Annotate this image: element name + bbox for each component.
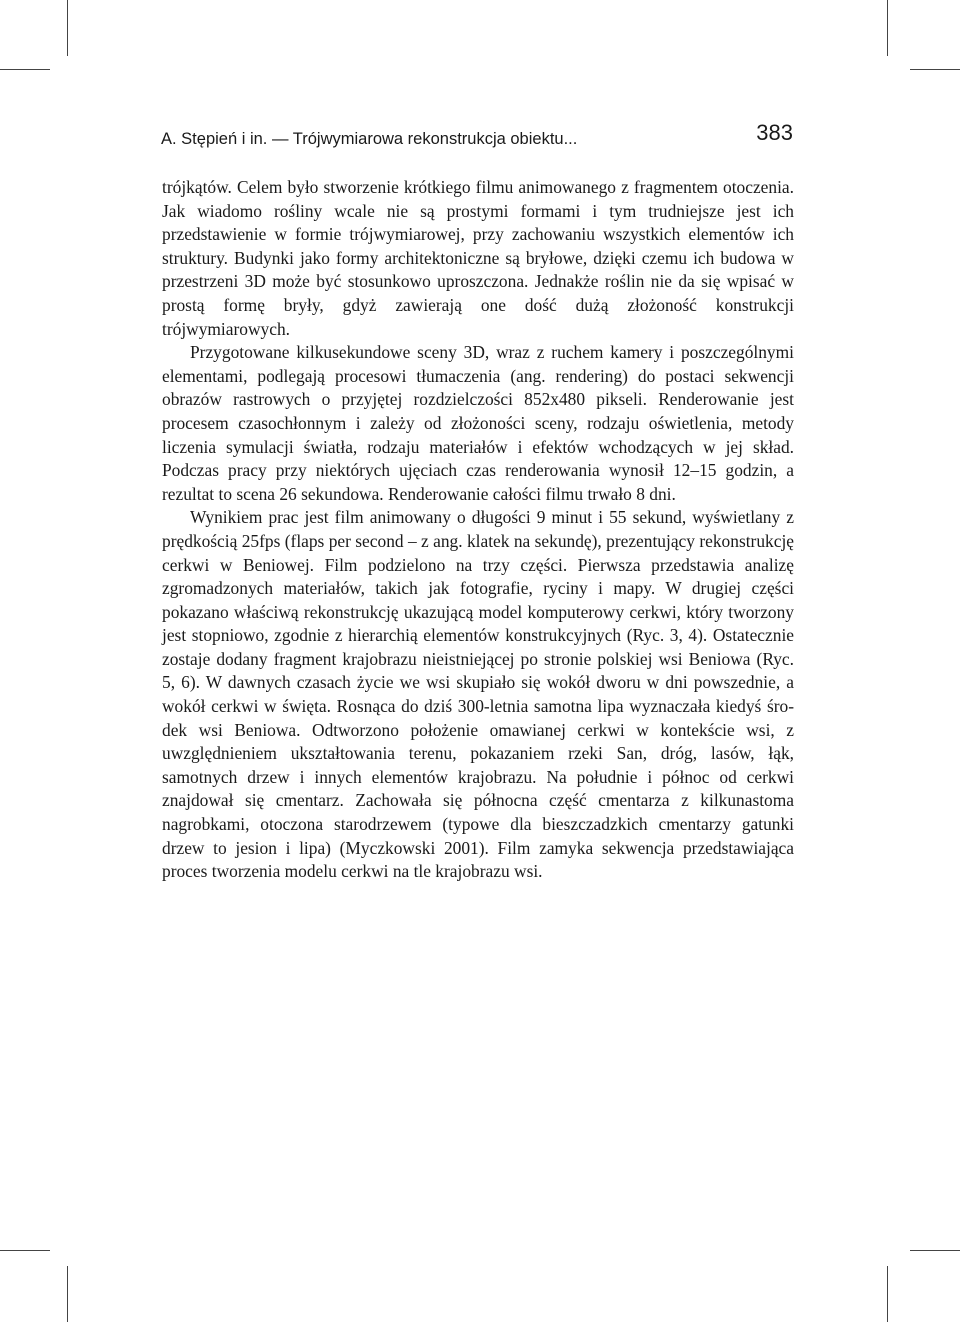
crop-mark-top-right [887,0,888,56]
crop-mark-bottom-right [887,1266,888,1322]
page-header [161,120,793,160]
crop-mark-bottom-left-horizontal [0,1250,50,1251]
body-text [162,176,794,884]
paragraph: Wynikiem prac jest film animowany o długości 9 minut i 55 sekund, wyświetlany z prędkością 25fps (flaps per second – z ang. klatek na sekundę), prezentujący rekonstrukcję cerkwi w Beniowej. Film podzielono na trzy części. Pierwsza przedstawia analizę zgromadzonych materiałów, takich jak fotografie, ryciny i mapy. W drugiej części pokazano właściwą rekonstrukcję ukazującą model komputerowy cerkwi, który tworzony jest stopniowo, zgodnie z hierarchią elementów konstrukcyjnych (Ryc. 3, 4). Ostatecznie zostaje dodany fragment krajobrazu nieistniejącej po stronie polskiej wsi Beniowa (Ryc. 5, 6). W dawnych czasach życie we wsi skupiało się wokół dworu w dni powszednie, a wokół cerkwi w święta. Rosnąca do dziś 300-letnia samotna lipa wyznaczała kiedyś środek wsi Beniowa. Odtworzono położenie omawianej cerkwi w kontekście wsi, z uwzględnieniem ukształtowania terenu, pokazaniem rzeki San, dróg, lasów, łąk, samotnych drzew i innych elementów krajobrazu. Na południe i północ od cerkwi znajdował się cmentarz. Zachowała się północna część cmentarza z kilkunastoma nagrobkami, otoczona starodrzewem (typowe dla bieszczadzkich cmentarzy gatunki drzew to jesion i lipa) (Myczkowski 2001). Film zamyka sekwencja przedstawiająca proces tworzenia modelu cerkwi na tle krajobrazu wsi. [162,507,794,882]
crop-mark-top-right-horizontal [910,69,960,70]
running-title: A. Stępień i in. — Trójwymiarowa rekonstrukcja obiektu... [161,130,578,148]
paragraph: trójkątów. Celem było stworzenie krótkiego filmu animowanego z fragmentem otoczenia. Jak wiadomo rośliny wcale nie są prostymi formami i tym trudniejsze jest ich przedstawienie w formie trójwymiarowej, przy zachowaniu wszystkich elementów ich struktury. Budynki jako formy architektoniczne są bryłowe, dzięki czemu ich budowa w przestrzeni 3D może być stosunkowo uproszczona. Jednakże roślin nie da się wpisać w prostą formę bryły, gdyż zawierają one dość dużą złożoność konstrukcji trójwymiarowych. [162,177,794,339]
page-number: 383 [756,120,793,145]
crop-mark-top-left-horizontal [0,69,50,70]
crop-mark-bottom-right-horizontal [910,1250,960,1251]
paragraph: Przygotowane kilkusekundowe sceny 3D, wraz z ruchem kamery i poszczególnymi elementami, podlegają procesowi tłumaczenia (ang. rendering) do postaci sekwencji obrazów rastrowych o przyjętej rozdzielczości 852x480 pikseli. Renderowanie jest procesem czasochłonnym i zależy od złożoności sceny, rodzaju oświetlenia, metody liczenia symulacji światła, rodzaju materiałów i efektów wchodzących w jej skład. Podczas pracy przy niektórych ujęciach czas renderowania wynosił 12–15 godzin, a rezultat to scena 26 sekundowa. Renderowanie całości filmu trwało 8 dni. [162,342,794,504]
crop-mark-top-left [67,0,68,56]
crop-mark-bottom-left [67,1266,68,1322]
